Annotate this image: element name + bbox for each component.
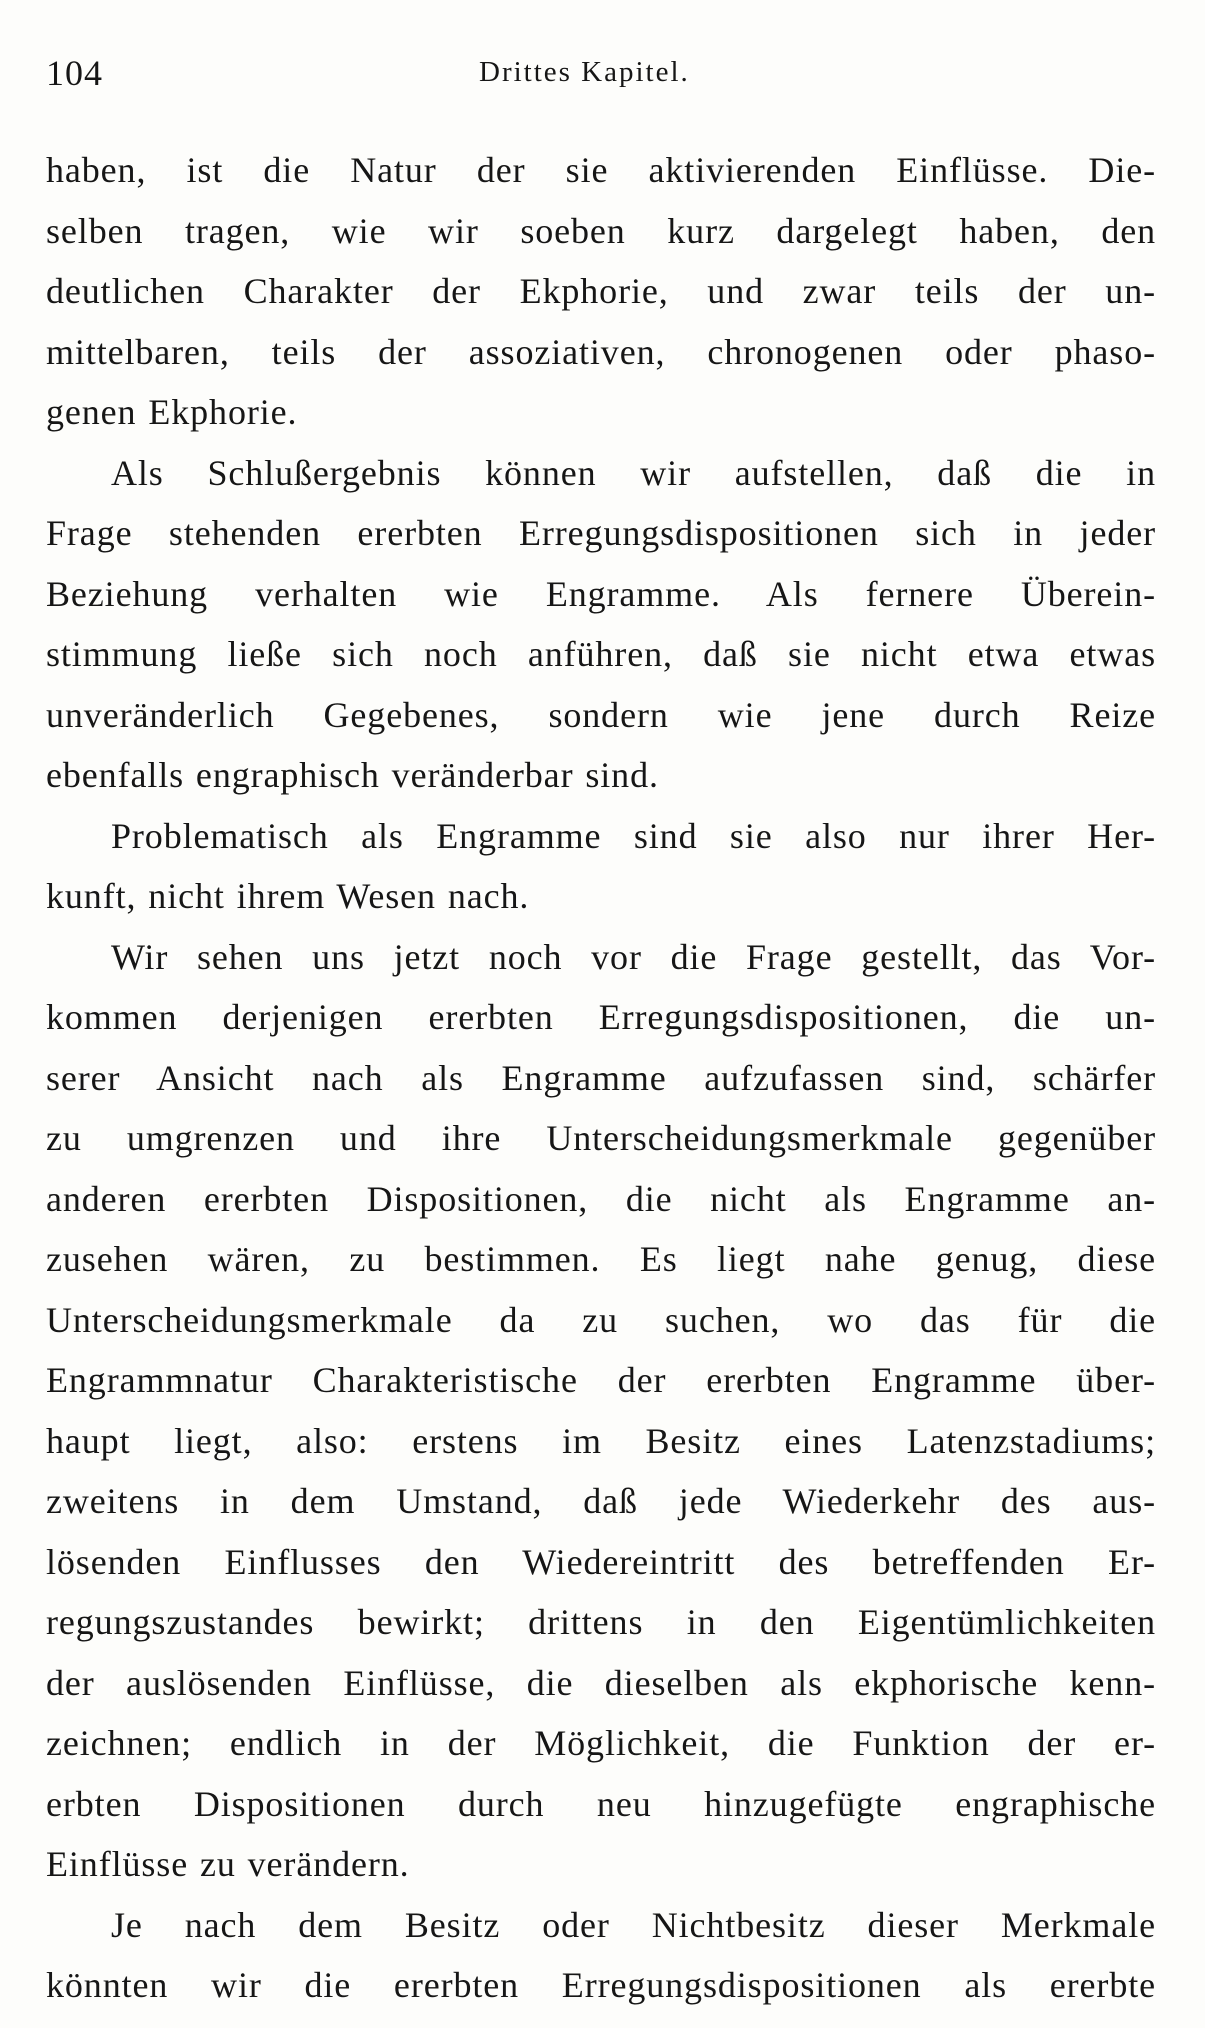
text-line: kunft, nicht ihrem Wesen nach. <box>46 876 530 916</box>
text-line: stimmung ließe sich noch anführen, daß sie nicht etwa etwas <box>46 634 1156 674</box>
text-line: Je nach dem Besitz oder Nichtbesitz dieser Merkmale <box>111 1904 1156 1945</box>
text-line: Wir sehen uns jetzt noch vor die Frage gestellt, das Vor- <box>111 936 1156 977</box>
text-line: Einflüsse zu verändern. <box>46 1844 410 1884</box>
text-line: zeichnen; endlich in der Möglichkeit, die Funktion der er- <box>46 1723 1156 1763</box>
text-line: der auslösenden Einflüsse, die dieselben als ekphorische kenn- <box>46 1662 1156 1703</box>
text-line: haben, ist die Natur der sie aktivierenden Einflüsse. Die- <box>46 150 1156 190</box>
text-line: Als Schlußergebnis können wir aufstellen, daß die in <box>111 452 1156 493</box>
text-line: haupt liegt, also: erstens im Besitz eines Latenzstadiums; <box>46 1420 1156 1461</box>
text-line: genen Ekphorie. <box>46 392 298 432</box>
text-line: erbten Dispositionen durch neu hinzugefügte engraphische <box>46 1783 1156 1824</box>
text-line: kommen derjenigen ererbten Erregungsdispositionen, die un- <box>46 997 1156 1037</box>
text-line: könnten wir die ererbten Erregungsdispositionen als ererbte <box>46 1965 1156 2005</box>
text-line: selben tragen, wie wir soeben kurz dargelegt haben, den <box>46 210 1156 251</box>
text-line: ebenfalls engraphisch veränderbar sind. <box>46 755 659 795</box>
text-line: zusehen wären, zu bestimmen. Es liegt nahe genug, diese <box>46 1239 1156 1279</box>
text-line: zu umgrenzen und ihre Unterscheidungsmerkmale gegenüber <box>46 1118 1156 1158</box>
running-head <box>46 52 1156 102</box>
chapter-title: Drittes Kapitel. <box>479 56 690 88</box>
text-line: Problematisch als Engramme sind sie also nur ihrer Her- <box>111 815 1156 856</box>
text-line: zweitens in dem Umstand, daß jede Wiederkehr des aus- <box>46 1481 1156 1521</box>
text-line: serer Ansicht nach als Engramme aufzufassen sind, schärfer <box>46 1057 1156 1098</box>
body-text <box>46 140 1156 2016</box>
text-line: mittelbaren, teils der assoziativen, chronogenen oder phaso- <box>46 331 1156 372</box>
text-line: deutlichen Charakter der Ekphorie, und zwar teils der un- <box>46 271 1156 311</box>
text-line: regungszustandes bewirkt; drittens in den Eigentümlichkeiten <box>46 1602 1156 1642</box>
text-line: lösenden Einflusses den Wiedereintritt des betreffenden Er- <box>46 1541 1156 1582</box>
text-line: anderen ererbten Dispositionen, die nicht als Engramme an- <box>46 1178 1156 1219</box>
text-line: Engrammnatur Charakteristische der ererbten Engramme über- <box>46 1360 1156 1400</box>
text-line: Unterscheidungsmerkmale da zu suchen, wo das für die <box>46 1299 1156 1340</box>
page-number: 104 <box>46 53 103 93</box>
text-line: Beziehung verhalten wie Engramme. Als fernere Überein- <box>46 573 1156 614</box>
text-line: Frage stehenden ererbten Erregungsdispositionen sich in jeder <box>46 513 1156 553</box>
text-line: unveränderlich Gegebenes, sondern wie jene durch Reize <box>46 694 1156 735</box>
